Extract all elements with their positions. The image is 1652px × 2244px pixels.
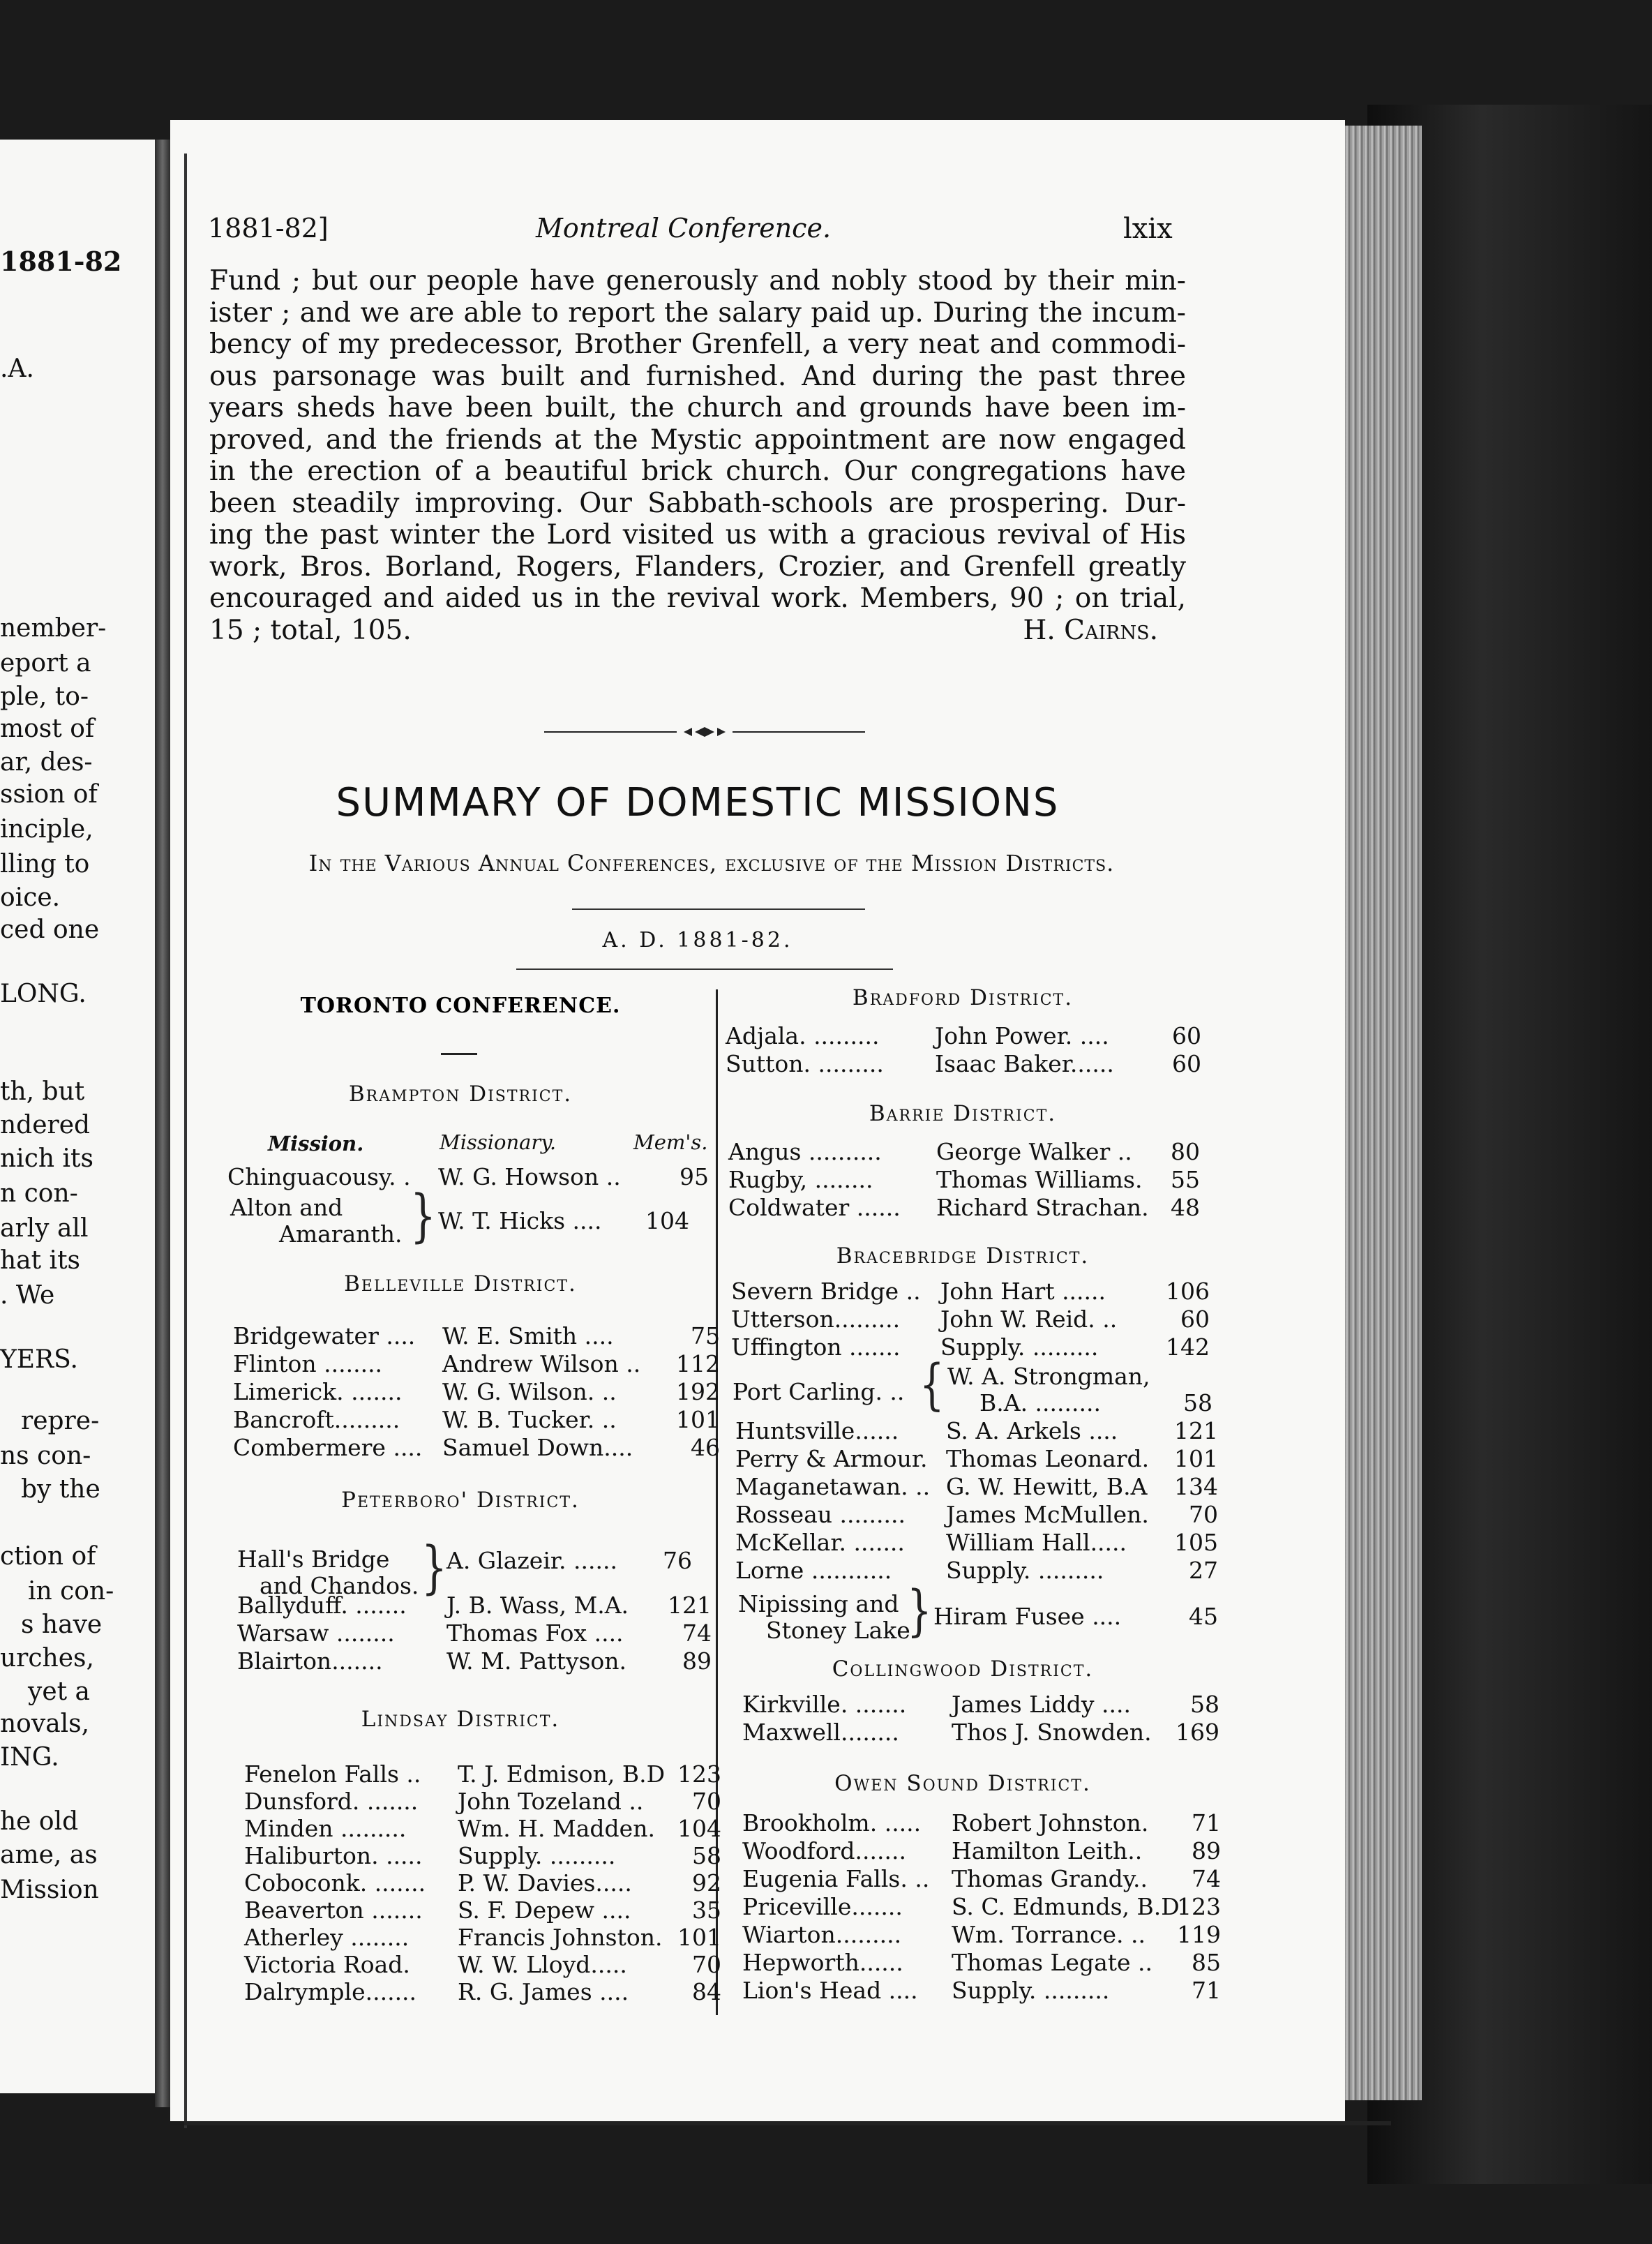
member-count: 106 — [1166, 1278, 1210, 1305]
member-count: 74 — [1192, 1865, 1221, 1892]
paragraph-line — [209, 615, 1186, 647]
facing-page-text: in con- — [28, 1577, 114, 1606]
missionary-name: W. G. Wilson. .. — [442, 1378, 617, 1405]
member-count: 45 — [1189, 1603, 1218, 1630]
member-count: 75 — [691, 1322, 720, 1349]
member-count: 35 — [692, 1897, 721, 1924]
missionary-name: W. B. Tucker. .. — [442, 1406, 617, 1433]
missionary-name: J. B. Wass, M.A. — [446, 1592, 629, 1619]
table-row — [244, 1788, 721, 1815]
member-count: 92 — [692, 1869, 721, 1897]
missionary-name: P. W. Davies..... — [458, 1869, 632, 1897]
missionary-name: Thomas Leonard. — [946, 1445, 1150, 1472]
page-edges — [1345, 126, 1422, 2100]
member-count: 89 — [1192, 1837, 1221, 1864]
mission-name: Haliburton. ..... — [244, 1842, 423, 1869]
member-count: 74 — [682, 1620, 712, 1647]
missionary-name: Andrew Wilson .. — [442, 1350, 641, 1377]
facing-page — [0, 140, 155, 2093]
member-count: 134 — [1174, 1473, 1218, 1500]
facing-page-text: nich its — [0, 1144, 93, 1173]
table-row — [726, 1023, 1201, 1049]
district-heading: Lindsay District. — [361, 1707, 560, 1732]
mission-name: Severn Bridge .. — [731, 1278, 921, 1305]
member-count: 60 — [1180, 1306, 1210, 1333]
member-count: 71 — [1192, 1809, 1221, 1837]
facing-page-text: oice. — [0, 883, 61, 912]
mission-name-line2: and Chandos. — [260, 1572, 419, 1599]
mission-name: Bancroft......... — [233, 1406, 400, 1433]
missionary-name: W. W. Lloyd..... — [458, 1951, 627, 1978]
member-count: 70 — [692, 1788, 721, 1815]
missionary-name: Hamilton Leith.. — [952, 1837, 1143, 1864]
table-row — [728, 1195, 1203, 1221]
table-row — [233, 1322, 720, 1349]
mission-name: Rosseau ......... — [735, 1501, 906, 1528]
mission-name-line2: Stoney Lake — [766, 1617, 910, 1644]
facing-page-text: he old — [0, 1807, 79, 1836]
member-count: 58 — [692, 1842, 721, 1869]
member-count: 89 — [682, 1647, 712, 1675]
mission-name: Brookholm. ..... — [742, 1809, 922, 1837]
table-row — [237, 1620, 712, 1647]
member-count: 105 — [1174, 1529, 1218, 1556]
mission-name: Lion's Head .... — [742, 1977, 918, 2004]
table-row — [227, 1164, 709, 1190]
column-header-members: Mem's. — [633, 1130, 708, 1154]
member-count: 142 — [1166, 1333, 1210, 1361]
missionary-name: R. G. James .... — [458, 1978, 629, 2005]
mission-name-line1: Hall's Bridge — [237, 1546, 390, 1573]
district-heading: Bracebridge District. — [836, 1243, 1090, 1269]
page-border-bottom — [184, 2121, 1391, 2125]
missionary-name: James McMullen. — [946, 1501, 1149, 1528]
table-row — [731, 1334, 1210, 1361]
facing-page-text: hat its — [0, 1246, 81, 1275]
table-row — [244, 1869, 721, 1897]
facing-page-text: by the — [21, 1475, 100, 1504]
mission-name: Warsaw ........ — [237, 1620, 395, 1647]
table-row — [233, 1406, 720, 1433]
short-rule — [441, 1053, 477, 1055]
facing-page-text: th, but — [0, 1077, 85, 1106]
missionary-name-line1: W. A. Strongman, — [947, 1363, 1150, 1390]
conference-heading: TORONTO CONFERENCE. — [300, 994, 621, 1018]
missionary-name: Thomas Legate .. — [952, 1949, 1153, 1976]
facing-page-text: Mission — [0, 1876, 99, 1904]
member-count: 101 — [676, 1406, 720, 1433]
facing-page-text: YERS. — [0, 1345, 78, 1374]
member-count: 123 — [677, 1760, 721, 1788]
mission-name: Woodford....... — [742, 1837, 906, 1864]
rule-top — [572, 908, 865, 910]
mission-name: Dalrymple....... — [244, 1978, 417, 2005]
table-row — [233, 1350, 720, 1377]
member-count: 112 — [676, 1350, 720, 1377]
paragraph-line: work, Bros. Borland, Rogers, Flanders, Crozier, and Grenfell greatly — [209, 551, 1186, 583]
member-count: 95 — [679, 1163, 709, 1190]
missionary-name: John W. Reid. .. — [940, 1306, 1118, 1333]
mission-name: Atherley ........ — [244, 1924, 410, 1951]
member-count: 121 — [668, 1592, 712, 1619]
member-count: 76 — [663, 1547, 692, 1574]
missionary-name: Supply. ......... — [940, 1333, 1099, 1361]
table-row — [742, 1922, 1221, 1948]
missionary-name: Supply. ......... — [952, 1977, 1110, 2004]
missionary-name: John Power. .... — [935, 1022, 1109, 1049]
mission-name: Perry & Armour. — [735, 1445, 928, 1472]
brace-symbol: { — [919, 1353, 945, 1417]
member-count: 123 — [1177, 1893, 1221, 1920]
table-row — [244, 1842, 721, 1869]
missionary-name: Thomas Williams. — [936, 1166, 1143, 1193]
missionary-name: Robert Johnston. — [952, 1809, 1149, 1837]
table-row — [731, 1278, 1210, 1305]
missionary-name: George Walker .. — [936, 1138, 1132, 1165]
district-heading: Bradford District. — [852, 985, 1074, 1010]
mission-name: Chinguacousy. . — [227, 1163, 411, 1190]
table-row — [742, 1894, 1221, 1920]
member-count: 60 — [1172, 1050, 1201, 1077]
page-border-left — [184, 154, 187, 2128]
missionary-name: W. M. Pattyson. — [446, 1647, 627, 1675]
rule-bottom — [516, 968, 893, 970]
table-row — [237, 1648, 712, 1675]
member-count: 119 — [1177, 1921, 1221, 1948]
facing-page-text: ame, as — [0, 1841, 98, 1869]
member-count: 48 — [1171, 1194, 1200, 1221]
mission-name: Bridgewater .... — [233, 1322, 416, 1349]
district-heading: Collingwood District. — [832, 1656, 1094, 1682]
ornament-divider — [544, 726, 865, 738]
brace-symbol: } — [410, 1182, 436, 1249]
table-row — [726, 1051, 1201, 1077]
mission-name: Blairton....... — [237, 1647, 383, 1675]
book-gutter — [155, 140, 170, 2107]
paragraph-line: been steadily improving. Our Sabbath-schools are prospering. Dur- — [209, 487, 1186, 519]
facing-page-text: ar, des- — [0, 748, 93, 777]
member-count: 84 — [692, 1978, 721, 2005]
mission-name: Maganetawan. .. — [735, 1473, 931, 1500]
table-row — [735, 1557, 1217, 1584]
district-heading: Peterboro' District. — [341, 1488, 580, 1513]
paragraph-line: Fund ; but our people have generously and nobly stood by their min- — [209, 265, 1186, 297]
missionary-name: G. W. Hewitt, B.A — [946, 1473, 1148, 1500]
missionary-name: W. E. Smith .... — [442, 1322, 614, 1349]
table-row — [742, 1977, 1221, 2004]
member-count: 101 — [677, 1924, 721, 1951]
facing-page-text: repre- — [21, 1407, 100, 1435]
district-heading: Barrie District. — [869, 1101, 1057, 1126]
table-row — [742, 1866, 1221, 1892]
missionary-name: S. C. Edmunds, B.D — [952, 1893, 1180, 1920]
mission-name: Minden ......... — [244, 1815, 407, 1842]
district-heading: Owen Sound District. — [834, 1771, 1091, 1796]
mission-name: Adjala. ......... — [726, 1022, 880, 1049]
member-count: 60 — [1172, 1022, 1201, 1049]
mission-name: Lorne ........... — [735, 1557, 892, 1584]
table-row — [735, 1529, 1217, 1556]
table-row — [233, 1378, 720, 1405]
mission-name: McKellar. ....... — [735, 1529, 905, 1556]
table-row — [244, 1978, 721, 2005]
table-row — [244, 1897, 721, 1924]
missionary-name: John Tozeland .. — [458, 1788, 644, 1815]
column-header-missionary: Missionary. — [440, 1130, 557, 1154]
member-count: 46 — [691, 1434, 720, 1461]
mission-name: Angus .......... — [728, 1138, 882, 1165]
paragraph-line: proved, and the friends at the Mystic appointment are now engaged — [209, 424, 1186, 456]
missionary-name-line2: B.A. ......... — [979, 1389, 1101, 1416]
paragraph-line: years sheds have been built, the church and grounds have been im- — [209, 392, 1186, 424]
missionary-name: W. T. Hicks .... — [438, 1207, 602, 1234]
mission-name: Hepworth...... — [742, 1949, 903, 1976]
district-heading: Belleville District. — [344, 1271, 577, 1296]
missionary-name: S. A. Arkels .... — [946, 1417, 1118, 1444]
member-count: 104 — [645, 1207, 689, 1234]
table-row — [742, 1691, 1219, 1718]
missionary-name: Samuel Down.... — [442, 1434, 633, 1461]
facing-page-text: urches, — [0, 1644, 94, 1673]
mission-name-line2: Amaranth. — [279, 1220, 403, 1248]
mission-name-line1: Nipissing and — [738, 1590, 899, 1617]
member-count: 27 — [1189, 1557, 1218, 1584]
member-count: 104 — [677, 1815, 721, 1842]
member-count: 85 — [1192, 1949, 1221, 1976]
table-row — [735, 1446, 1217, 1472]
missionary-name: Supply. ......... — [458, 1842, 616, 1869]
facing-page-text: s have — [21, 1610, 103, 1639]
table-row — [244, 1924, 721, 1951]
facing-page-text: most of — [0, 715, 95, 743]
table-row — [742, 1838, 1221, 1864]
table-row — [731, 1306, 1210, 1333]
missionary-name: William Hall..... — [946, 1529, 1127, 1556]
facing-page-text: lling to — [0, 850, 90, 878]
table-row — [742, 1810, 1221, 1837]
table-row — [244, 1760, 721, 1788]
paragraph-line: encouraged and aided us in the revival work. Members, 90 ; on trial, — [209, 583, 1186, 614]
facing-page-text: ction of — [0, 1542, 96, 1571]
table-row — [244, 1815, 721, 1842]
table-row — [233, 1434, 720, 1461]
mission-name: Combermere .... — [233, 1434, 423, 1461]
paragraph-line: ing the past winter the Lord visited us with a gracious revival of His — [209, 519, 1186, 551]
mission-name: Maxwell........ — [742, 1719, 899, 1746]
member-count: 55 — [1171, 1166, 1200, 1193]
page-number: lxix — [1123, 213, 1173, 245]
facing-page-text: arly all — [0, 1214, 89, 1243]
facing-page-text: nember- — [0, 614, 107, 643]
missionary-name: T. J. Edmison, B.D — [458, 1760, 666, 1788]
mission-name: Fenelon Falls .. — [244, 1760, 421, 1788]
paragraph-line: bency of my predecessor, Brother Grenfell, a very neat and commodi- — [209, 329, 1186, 360]
district-heading: Brampton District. — [348, 1082, 573, 1107]
signature: H. Cairns. — [1023, 614, 1158, 646]
mission-name: Eugenia Falls. .. — [742, 1865, 930, 1892]
missionary-name: Thomas Grandy.. — [952, 1865, 1148, 1892]
table-row — [728, 1139, 1203, 1165]
mission-name: Coboconk. ....... — [244, 1869, 426, 1897]
mission-name: Flinton ........ — [233, 1350, 383, 1377]
facing-page-text: eport a — [0, 649, 91, 678]
missionary-name: Wm. Torrance. .. — [952, 1921, 1146, 1948]
missionary-name: John Hart ...... — [940, 1278, 1106, 1305]
missionary-name: W. G. Howson .. — [438, 1163, 621, 1190]
mission-name: Dunsford. ....... — [244, 1788, 419, 1815]
member-count: 71 — [1192, 1977, 1221, 2004]
missionary-name: Thos J. Snowden. — [952, 1719, 1152, 1746]
missionary-name: A. Glazeir. ...... — [446, 1547, 617, 1574]
missionary-name: Francis Johnston. — [458, 1924, 663, 1951]
missionary-name: Wm. H. Madden. — [458, 1815, 655, 1842]
column-header-mission: Mission. — [268, 1132, 364, 1155]
paragraph-line: in the erection of a beautiful brick church. Our congregations have — [209, 456, 1186, 487]
table-row — [237, 1592, 712, 1619]
facing-page-text: ns con- — [0, 1442, 91, 1470]
missionary-name: Richard Strachan. — [936, 1194, 1149, 1221]
mission-name: Utterson......... — [731, 1306, 901, 1333]
running-head-title: Montreal Conference. — [536, 213, 832, 244]
missionary-name: James Liddy .... — [952, 1691, 1131, 1718]
table-row — [244, 1951, 721, 1978]
member-count: 70 — [692, 1951, 721, 1978]
report-paragraph — [209, 265, 1186, 646]
facing-page-text: ssion of — [0, 780, 98, 809]
table-row — [735, 1418, 1217, 1444]
facing-page-text: . We — [0, 1281, 55, 1310]
member-count: 80 — [1171, 1138, 1200, 1165]
mission-name: Sutton. ......... — [726, 1050, 884, 1077]
table-row — [735, 1502, 1217, 1528]
member-count: 70 — [1189, 1501, 1218, 1528]
mission-name: Kirkville. ....... — [742, 1691, 907, 1718]
mission-name: Priceville....... — [742, 1893, 903, 1920]
facing-page-text: ple, to- — [0, 682, 89, 711]
facing-page-text: ndered — [0, 1111, 91, 1139]
member-count: 58 — [1183, 1389, 1212, 1416]
missionary-name: Hiram Fusee .... — [933, 1603, 1122, 1630]
member-count: 101 — [1174, 1445, 1218, 1472]
facing-page-text: n con- — [0, 1179, 78, 1208]
table-row — [728, 1167, 1203, 1193]
table-row — [742, 1719, 1219, 1746]
mission-name: Port Carling. .. — [733, 1378, 905, 1405]
table-row — [742, 1950, 1221, 1976]
facing-page-text: inciple, — [0, 815, 93, 844]
mission-name: Beaverton ....... — [244, 1897, 423, 1924]
member-count: 192 — [676, 1378, 720, 1405]
summary-year: A. D. 1881-82. — [602, 928, 793, 952]
facing-page-text: LONG. — [0, 980, 87, 1008]
brace-symbol: } — [907, 1579, 932, 1643]
summary-title: SUMMARY OF DOMESTIC MISSIONS — [336, 780, 1060, 825]
facing-page-text: ING. — [0, 1743, 59, 1772]
mission-name: Rugby, ........ — [728, 1166, 873, 1193]
mission-name: Victoria Road. — [244, 1951, 410, 1978]
facing-page-text: .A. — [0, 354, 34, 383]
mission-name: Ballyduff. ....... — [237, 1592, 407, 1619]
mission-name-line1: Alton and — [230, 1194, 343, 1221]
mission-name: Limerick. ....... — [233, 1378, 403, 1405]
paragraph-line: ister ; and we are able to report the salary paid up. During the incum- — [209, 297, 1186, 329]
brace-symbol: } — [421, 1534, 447, 1601]
missionary-name: Supply. ......... — [946, 1557, 1104, 1584]
paragraph-line: ous parsonage was built and furnished. And during the past three — [209, 360, 1186, 392]
member-count: 121 — [1174, 1417, 1218, 1444]
missionary-name: S. F. Depew .... — [458, 1897, 631, 1924]
member-count: 58 — [1190, 1691, 1219, 1718]
running-head-year: 1881-82] — [208, 213, 329, 244]
facing-page-text: novals, — [0, 1710, 90, 1738]
mission-name: Huntsville...... — [735, 1417, 899, 1444]
facing-page-header: 1881-82 — [0, 246, 122, 277]
summary-subtitle: In the Various Annual Conferences, exclusive of the Mission Districts. — [308, 850, 1115, 876]
missionary-name: Isaac Baker...... — [935, 1050, 1114, 1077]
mission-name: Coldwater ...... — [728, 1194, 901, 1221]
mission-name: Uffington ....... — [731, 1333, 901, 1361]
paragraph-last-line: 15 ; total, 105. — [209, 614, 412, 646]
member-count: 169 — [1176, 1719, 1219, 1746]
mission-name: Wiarton......... — [742, 1921, 902, 1948]
facing-page-text: yet a — [28, 1677, 91, 1706]
facing-page-text: ced one — [0, 915, 100, 944]
table-row — [735, 1474, 1217, 1500]
missionary-name: Thomas Fox .... — [446, 1620, 624, 1647]
